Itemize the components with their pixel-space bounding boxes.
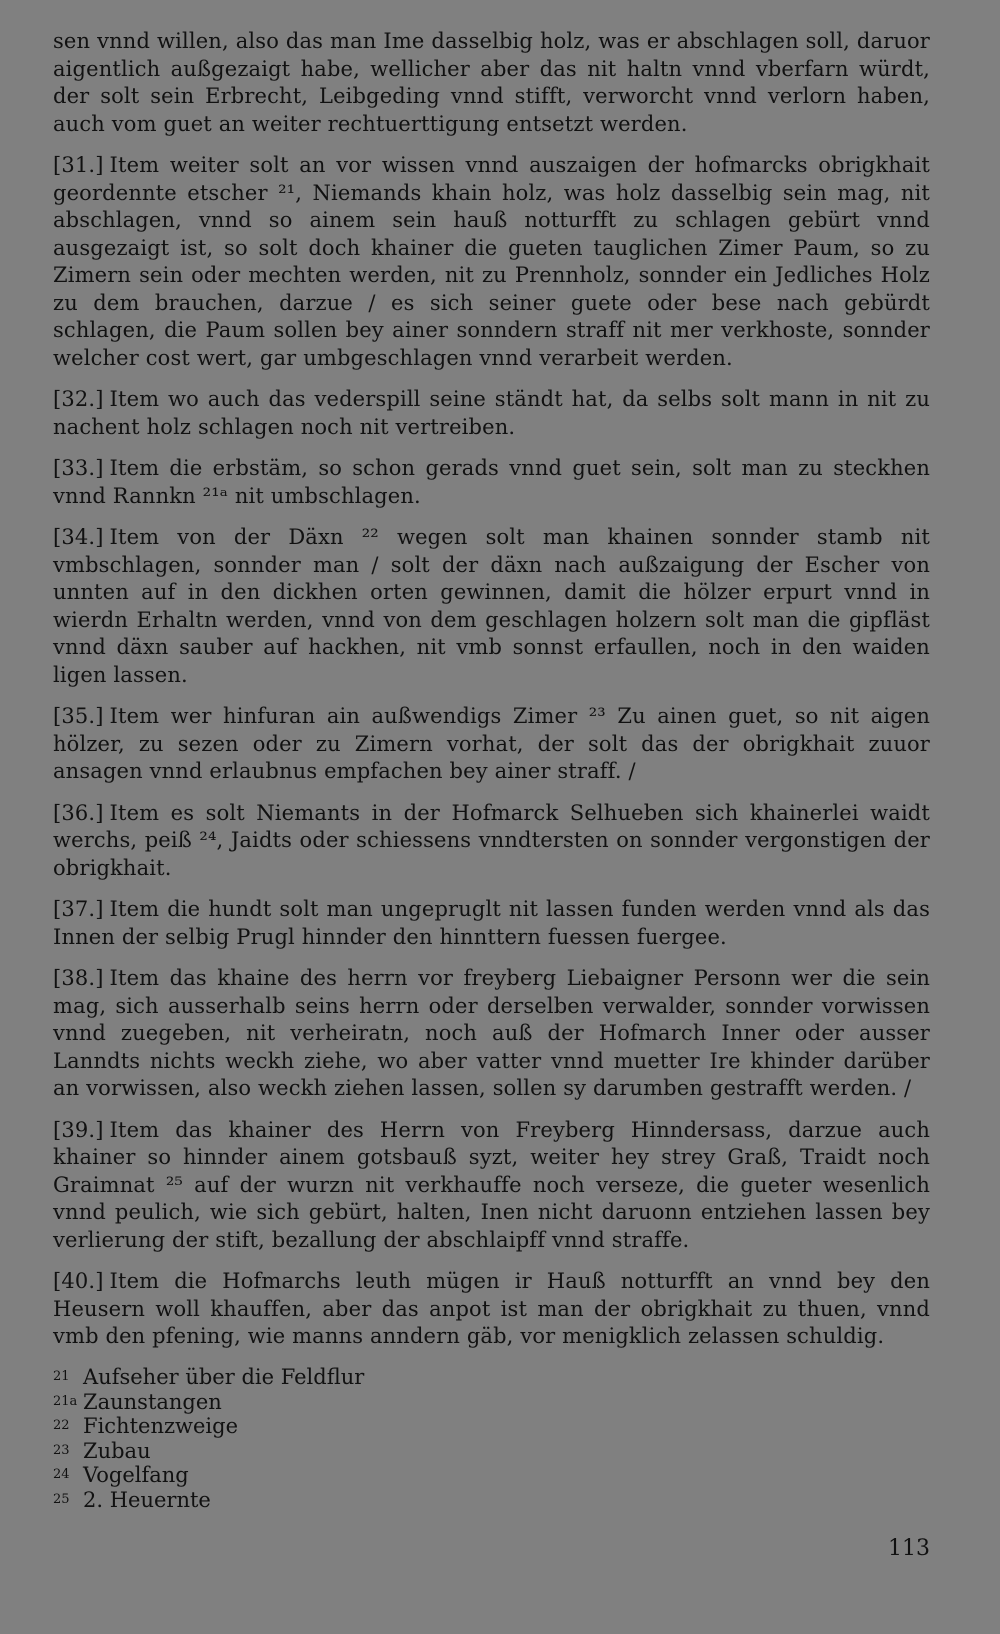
- paragraph-number: [35.]: [53, 704, 104, 728]
- paragraph-text: Item wer hinfuran ain außwendigs Zimer ²³ Zu ainen guet, so nit aigen hölzer, zu sezen oder zu Zimern vorhat, der solt das der obrigkhait zuuor ansagen vnnd erlaubnus empfachen bey ainer straff. /: [53, 704, 930, 783]
- paragraph-34: [53, 524, 930, 689]
- paragraph-33: [53, 455, 930, 510]
- footnote-text: 2. Heuernte: [83, 1487, 211, 1512]
- footnote: [53, 1439, 364, 1464]
- paragraph-number: [40.]: [53, 1269, 104, 1293]
- footnote-mark: 21: [53, 1369, 70, 1384]
- paragraph-35: [53, 703, 930, 786]
- page-number: 113: [888, 1536, 930, 1561]
- paragraph-text: Item weiter solt an vor wissen vnnd auszaigen der hofmarcks obrigkhait geordennte etscher ²¹, Niemands khain holz, was holz dasselbig sein mag, nit abschlagen, vnnd so ainem sein hauß notturfft zu schlagen gebürt vnnd ausgezaigt ist, so solt doch khainer die gueten tauglichen Zimer Paum, so zu Zimern sein oder mechten werden, nit zu Prennholz, sonnder ein Jedliches Holz zu dem brauchen, darzue / es sich seiner guete oder bese nach gebürdt schlagen, die Paum sollen bey ainer sonndern straff nit mer verkhoste, sonnder welcher cost wert, gar umbgeschlagen vnnd verarbeit werden.: [53, 153, 930, 370]
- footnote-text: Zubau: [83, 1438, 151, 1463]
- footnote: [53, 1390, 364, 1415]
- footnote-mark: 23: [53, 1442, 70, 1458]
- paragraph-40: [53, 1268, 930, 1351]
- paragraph-text: Item es solt Niemants in der Hofmarck Selhueben sich khainerlei waidt werchs, peiß ²⁴, Jaidts oder schiessens vnndtersten on sonnder vergonstigen der obrigkhait.: [53, 800, 930, 880]
- paragraph-number: [31.]: [53, 153, 104, 177]
- paragraph-number: [33.]: [53, 456, 104, 480]
- footnotes: [53, 1365, 364, 1512]
- paragraph-number: [39.]: [53, 1117, 104, 1142]
- paragraph-text: Item die hundt solt man ungepruglt nit lassen funden werden vnnd als das Innen der selbig Prugl hinnder den hinnttern fuessen fuergee.: [53, 897, 930, 949]
- footnote: [53, 1488, 364, 1513]
- paragraph-text: Item wo auch das vederspill seine ständt hat, da selbs solt mann in nit zu nachent holz schlagen noch nit vertreiben.: [53, 387, 930, 439]
- paragraph-37: [53, 896, 930, 951]
- paragraph-number: [37.]: [53, 897, 104, 921]
- paragraph-36: [53, 800, 930, 883]
- paragraph-39: [53, 1117, 930, 1255]
- footnote-mark: 24: [53, 1467, 70, 1482]
- paragraph-number: [32.]: [53, 387, 104, 411]
- paragraph-text: sen vnnd willen, also das man Ime dasselbig holz, was er abschlagen soll, daruor aigentlich außgezaigt habe, wellicher aber das nit haltn vnnd vberfarn würdt, der solt sein Erbrecht, Leibgeding vnnd stifft, verworcht vnnd verlorn haben, auch vom guet an weiter rechtuerttigung entsetzt werden.: [53, 29, 930, 136]
- paragraph-38: [53, 965, 930, 1103]
- paragraph-intro: [53, 28, 930, 138]
- footnote-text: Aufseher über die Feldflur: [83, 1365, 365, 1389]
- footnote-text: Zaunstangen: [83, 1389, 222, 1414]
- footnote-mark: 25: [53, 1491, 70, 1507]
- paragraph-31: [53, 152, 930, 372]
- body-text: [53, 28, 930, 1351]
- paragraph-text: Item von der Däxn ²² wegen solt man khainen sonnder stamb nit vmbschlagen, sonnder man / solt der däxn nach außzaigung der Escher von unnten auf in den dickhen orten gewinnen, damit die hölzer erpurt vnnd in wierdn Erhaltn werden, vnnd von dem geschlagen holzern solt man die gipfläst vnnd däxn sauber auf hackhen, nit vmb sonnst erfaullen, noch in den waiden ligen lassen.: [53, 525, 930, 687]
- paragraph-number: [36.]: [53, 800, 104, 825]
- paragraph-text: Item das khainer des Herrn von Freyberg Hinndersass, darzue auch khainer so hinnder ainem gotsbauß syzt, weiter hey strey Graß, Traidt noch Graimnat ²⁵ auf der wurzn nit verkhauffe noch verseze, die gueter wesenlich vnnd peulich, wie sich gebürt, halten, Inen nicht daruonn entziehen lassen bey verlierung der stift, bezallung der abschlaipff vnnd straffe.: [53, 1117, 930, 1252]
- footnote: [53, 1365, 364, 1390]
- footnote: [53, 1414, 364, 1439]
- footnote-text: Vogelfang: [83, 1463, 189, 1487]
- footnote-text: Fichtenzweige: [83, 1414, 239, 1438]
- footnote-mark: 21a: [53, 1393, 78, 1409]
- paragraph-text: Item die Hofmarchs leuth mügen ir Hauß notturfft an vnnd bey den Heusern woll khauffen, aber das anpot ist man der obrigkhait zu thuen, vnnd vmb den pfening, wie manns anndern gäb, vor menigklich zelassen schuldig.: [53, 1269, 930, 1348]
- paragraph-number: [38.]: [53, 966, 104, 990]
- paragraph-32: [53, 386, 930, 441]
- footnote-mark: 22: [53, 1418, 70, 1433]
- paragraph-text: Item die erbstäm, so schon gerads vnnd guet sein, solt man zu steckhen vnnd Rannkn ²¹ᵃ nit umbschlagen.: [53, 456, 930, 508]
- footnote: [53, 1463, 364, 1488]
- paragraph-text: Item das khaine des herrn vor freyberg Liebaigner Personn wer die sein mag, sich ausserhalb seins herrn oder derselben verwalder, sonnder vorwissen vnnd zuegeben, nit verheiratn, noch auß der Hofmarch Inner oder ausser Lanndts nichts weckh ziehe, wo aber vatter vnnd muetter Ire khinder darüber an vorwissen, also weckh ziehen lassen, sollen sy darumben gestrafft werden. /: [53, 966, 930, 1100]
- paragraph-number: [34.]: [53, 525, 104, 549]
